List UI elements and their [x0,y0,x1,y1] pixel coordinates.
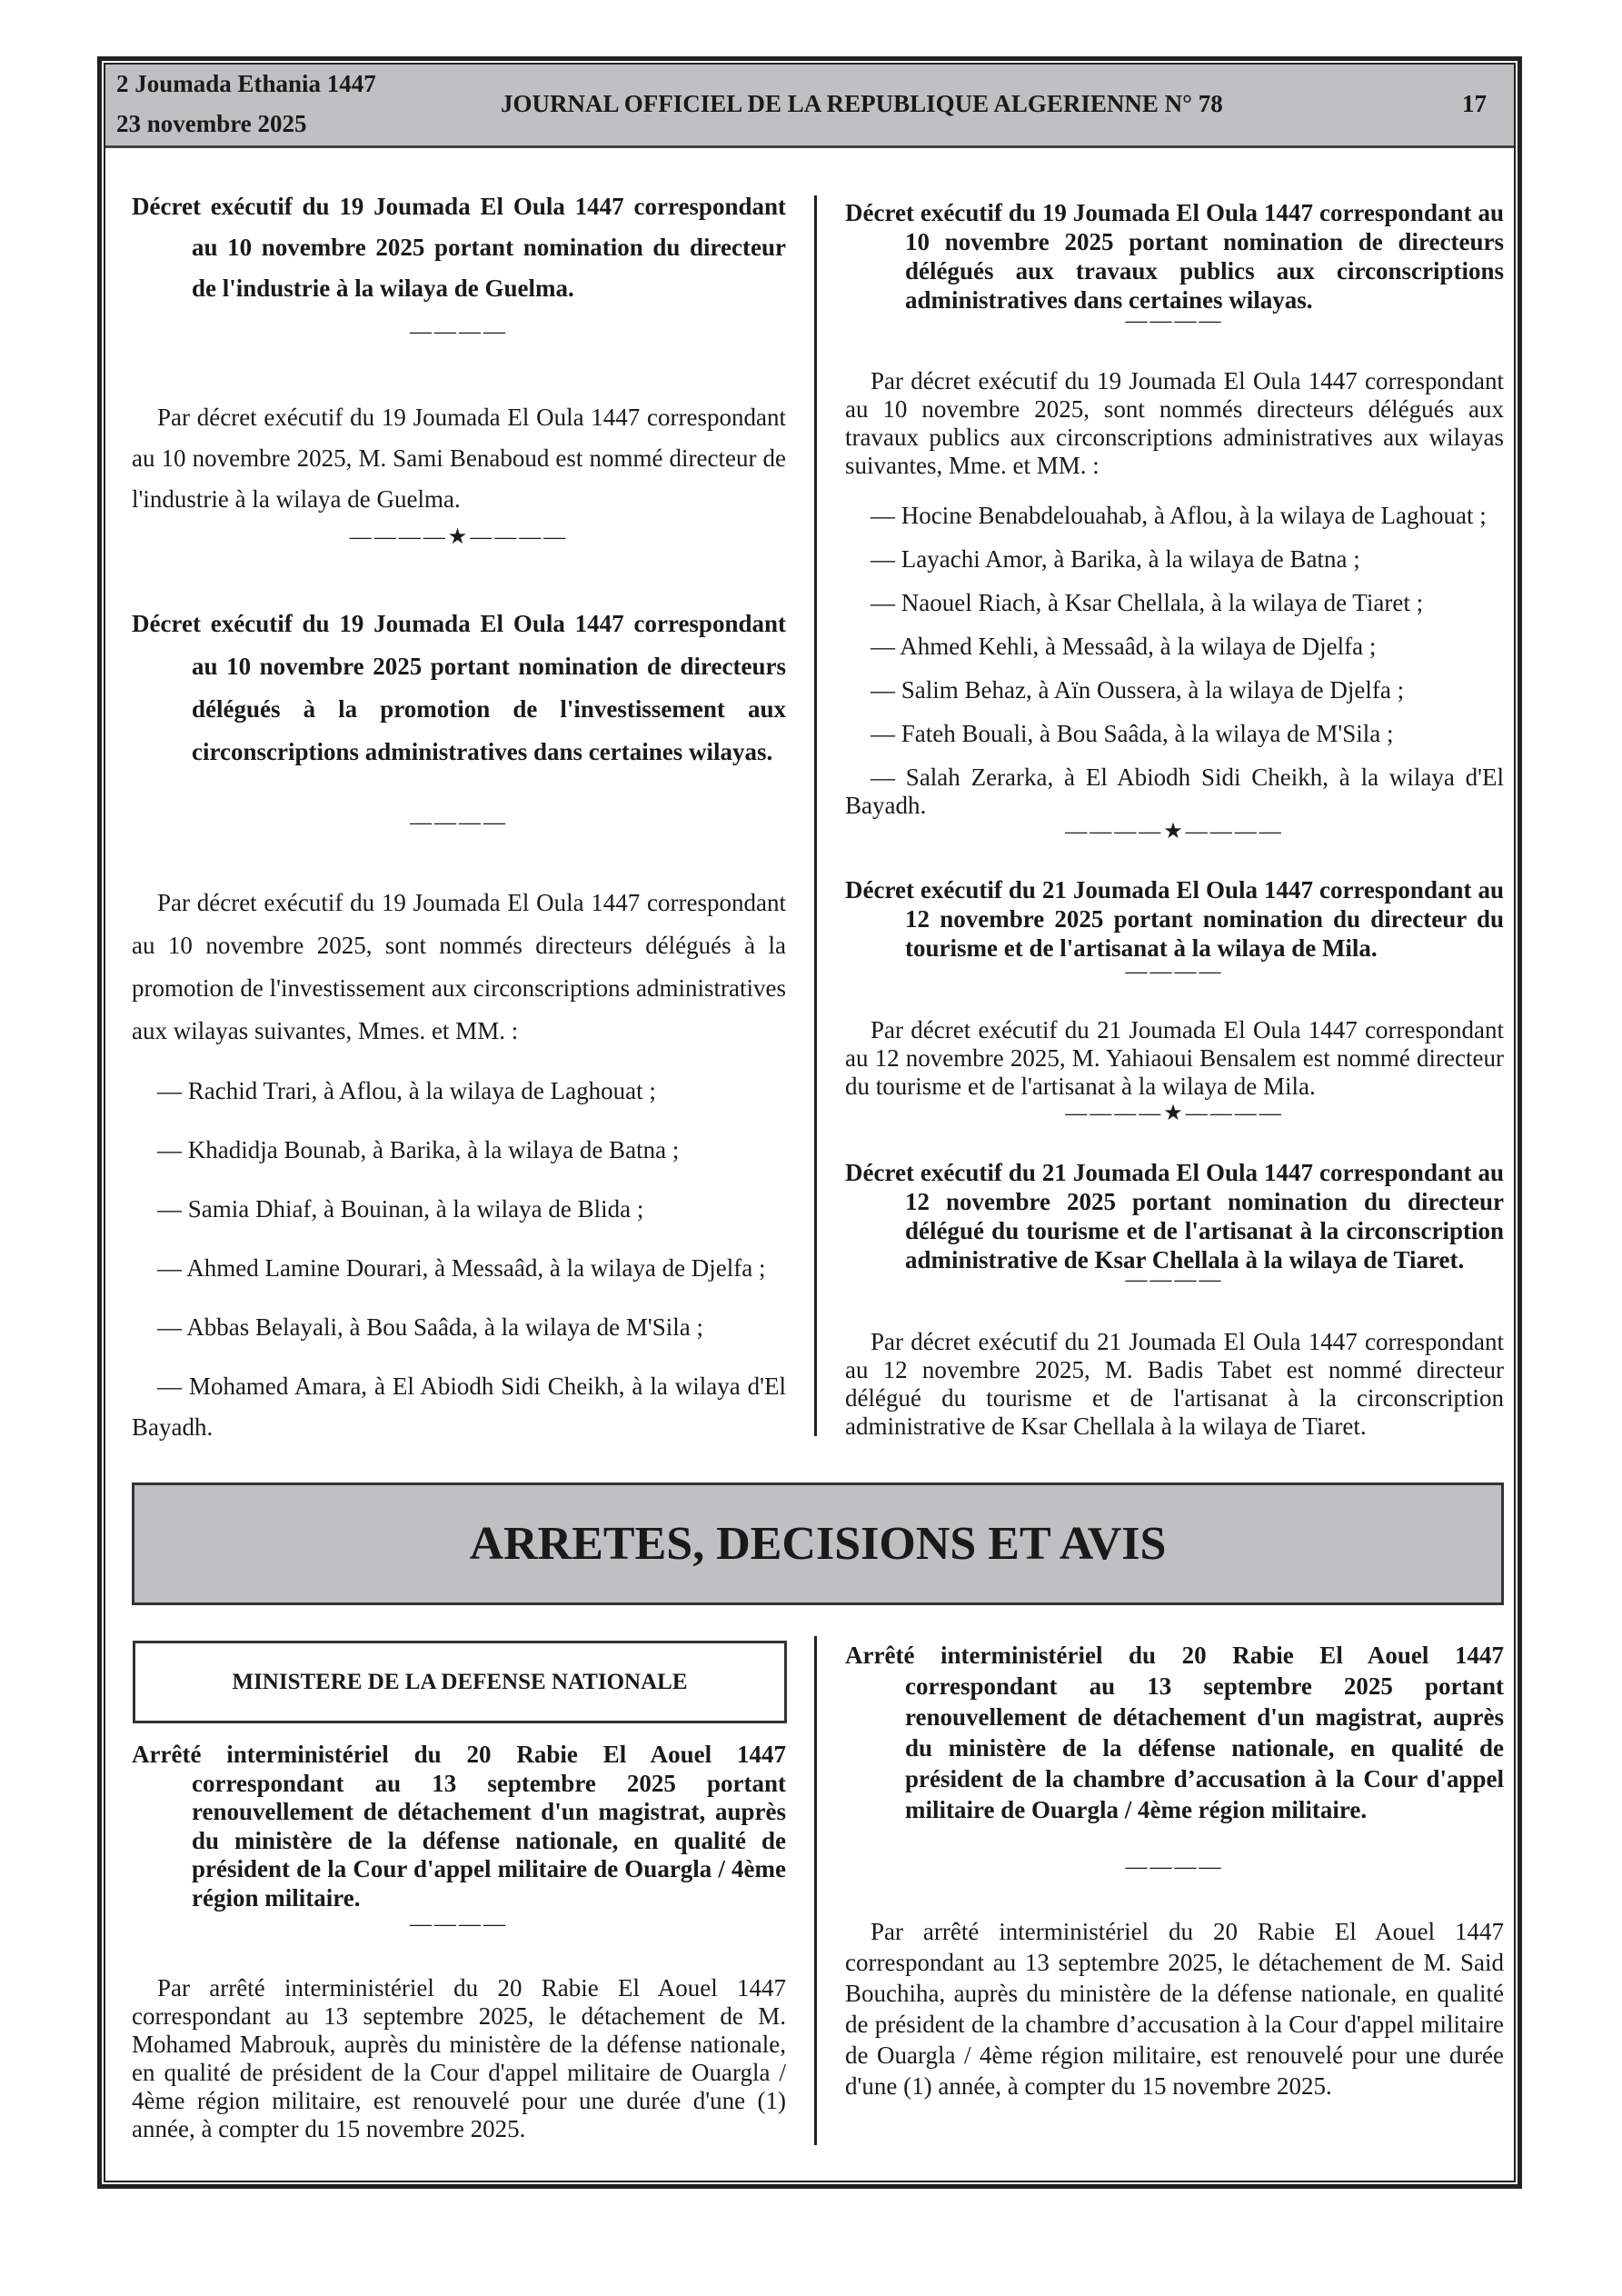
list-item: — Khadidja Bounab, à Barika, à la wilaya de Batna ; [157,1136,680,1163]
column-divider [814,195,817,1436]
decree-heading: Décret exécutif du 21 Joumada El Oula 1447 correspondant au 12 novembre 2025 portant nomination du directeur délégué du tourisme et de l'artisanat à la circonscription administrative de Ksar Chellala à la wilaya de Tiaret. [845,1159,1504,1273]
list-item: — Layachi Amor, à Barika, à la wilaya de Batna ; [871,545,1360,573]
decree-heading: Décret exécutif du 19 Joumada El Oula 1447 correspondant au 10 novembre 2025 portant nomination de directeurs délégués à la promotion de l'investissement aux circonscriptions administratives dans certaines wilayas. [132,610,786,765]
page-header [105,65,1514,148]
arrete-heading: Arrêté interministériel du 20 Rabie El Aouel 1447 correspondant au 13 septembre 2025 portant renouvellement de détachement d'un magistrat, auprès du ministère de la défense nationale, en qualité de président de la Cour d'appel militaire de Ouargla / 4ème région militaire. [132,1741,786,1912]
decree-body: Par décret exécutif du 19 Joumada El Oula 1447 correspondant au 10 novembre 2025, sont nommés directeurs délégués à la promotion de l'investissement aux circonscriptions administratives aux wilayas suivantes, Mmes. et MM. : [132,889,786,1044]
section-title: ARRETES, DECISIONS ET AVIS [132,1482,1504,1605]
arrete-body: Par arrêté interministériel du 20 Rabie El Aouel 1447 correspondant au 13 septembre 2025, le détachement de M. Mohamed Mabrouk, auprès du ministère de la défense nationale, en qualité de président de la Cour d'appel militaire de Ouargla / 4ème région militaire, est renouvelé pour une durée d'une (1) année, à compter du 15 novembre 2025. [132,1974,786,2142]
hijri-date: 2 Joumada Ethania 1447 [116,70,376,97]
decree-body: Par décret exécutif du 19 Joumada El Oula 1447 correspondant au 10 novembre 2025, sont nommés directeurs délégués aux travaux publics aux circonscriptions administratives aux wilayas suivantes, Mme. et MM. : [845,367,1504,479]
decree-body: Par décret exécutif du 21 Joumada El Oula 1447 correspondant au 12 novembre 2025, M. Badis Tabet est nommé directeur délégué du tourisme et de l'artisanat à la circonscription administrative de Ksar Chellala à la wilaya de Tiaret. [845,1328,1504,1440]
list-item: — Naouel Riach, à Ksar Chellala, à la wilaya de Tiaret ; [871,589,1424,616]
decree-heading: Décret exécutif du 21 Joumada El Oula 1447 correspondant au 12 novembre 2025 portant nomination du directeur du tourisme et de l'artisanat à la wilaya de Mila. [845,876,1504,962]
list-item: — Salim Behaz, à Aïn Oussera, à la wilaya de Djelfa ; [871,676,1405,704]
decree-body: Par décret exécutif du 19 Joumada El Oula 1447 correspondant au 10 novembre 2025, M. Sami Benaboud est nommé directeur de l'industrie à la wilaya de Guelma. [132,404,786,513]
arrete-body: Par arrêté interministériel du 20 Rabie El Aouel 1447 correspondant au 13 septembre 2025, le détachement de M. Said Bouchiha, auprès du ministère de la défense nationale, en qualité de président de la chambre d’accusation à la Cour d'appel militaire de Ouargla / 4ème région militaire, est renouvelé pour une durée d'une (1) année, à compter du 15 novembre 2025. [845,1918,1504,2100]
separator: ———— [1125,1855,1224,1879]
separator: ———— [1125,1268,1224,1292]
separator: ———— [410,320,508,344]
list-item: — Rachid Trari, à Aflou, à la wilaya de Laghouat ; [157,1077,656,1104]
list-item: — Samia Dhiaf, à Bouinan, à la wilaya de Blida ; [157,1195,644,1223]
decree-body: Par décret exécutif du 21 Joumada El Oula 1447 correspondant au 12 novembre 2025, M. Yahiaoui Bensalem est nommé directeur du tourisme et de l'artisanat à la wilaya de Mila. [845,1016,1504,1100]
gregorian-date: 23 novembre 2025 [116,110,307,137]
journal-title: JOURNAL OFFICIEL DE LA REPUBLIQUE ALGERIENNE N° 78 [501,90,1223,117]
separator: ———— [410,1912,508,1936]
list-item: — Abbas Belayali, à Bou Saâda, à la wilaya de M'Sila ; [157,1313,703,1341]
star-separator: ————★———— [349,525,569,549]
list-item: — Ahmed Kehli, à Messaâd, à la wilaya de Djelfa ; [871,633,1377,660]
list-item: — Salah Zerarka, à El Abiodh Sidi Cheikh, à la wilaya d'El Bayadh. [845,764,1504,819]
list-item: — Mohamed Amara, à El Abiodh Sidi Cheikh, à la wilaya d'El Bayadh. [132,1373,786,1441]
decree-heading: Décret exécutif du 19 Joumada El Oula 1447 correspondant au 10 novembre 2025 portant nomination de directeurs délégués aux travaux publics aux circonscriptions administratives dans certaines wilayas. [845,199,1504,314]
appointee-list [845,502,1504,820]
arrete-heading: Arrêté interministériel du 20 Rabie El Aouel 1447 correspondant au 13 septembre 2025 portant renouvellement de détachement d'un magistrat, auprès du ministère de la défense nationale, en qualité de président de la chambre d’accusation à la Cour d'appel militaire de Ouargla / 4ème région militaire. [845,1642,1504,1823]
ministry-label: MINISTERE DE LA DEFENSE NATIONALE [133,1641,787,1723]
separator: ———— [1125,960,1224,983]
separator: ———— [1125,309,1224,333]
decree-heading: Décret exécutif du 19 Joumada El Oula 1447 correspondant au 10 novembre 2025 portant nomination du directeur de l'industrie à la wilaya de Guelma. [132,193,786,302]
star-separator: ————★———— [1065,820,1284,844]
column-divider [814,1636,817,2145]
list-item: — Ahmed Lamine Dourari, à Messaâd, à la wilaya de Djelfa ; [157,1254,766,1282]
list-item: — Hocine Benabdelouahab, à Aflou, à la wilaya de Laghouat ; [871,502,1487,529]
list-item: — Fateh Bouali, à Bou Saâda, à la wilaya de M'Sila ; [871,720,1394,747]
page-number: 17 [1462,90,1487,117]
star-separator: ————★———— [1065,1102,1284,1125]
appointee-list [132,1071,786,1448]
separator: ———— [410,811,508,834]
